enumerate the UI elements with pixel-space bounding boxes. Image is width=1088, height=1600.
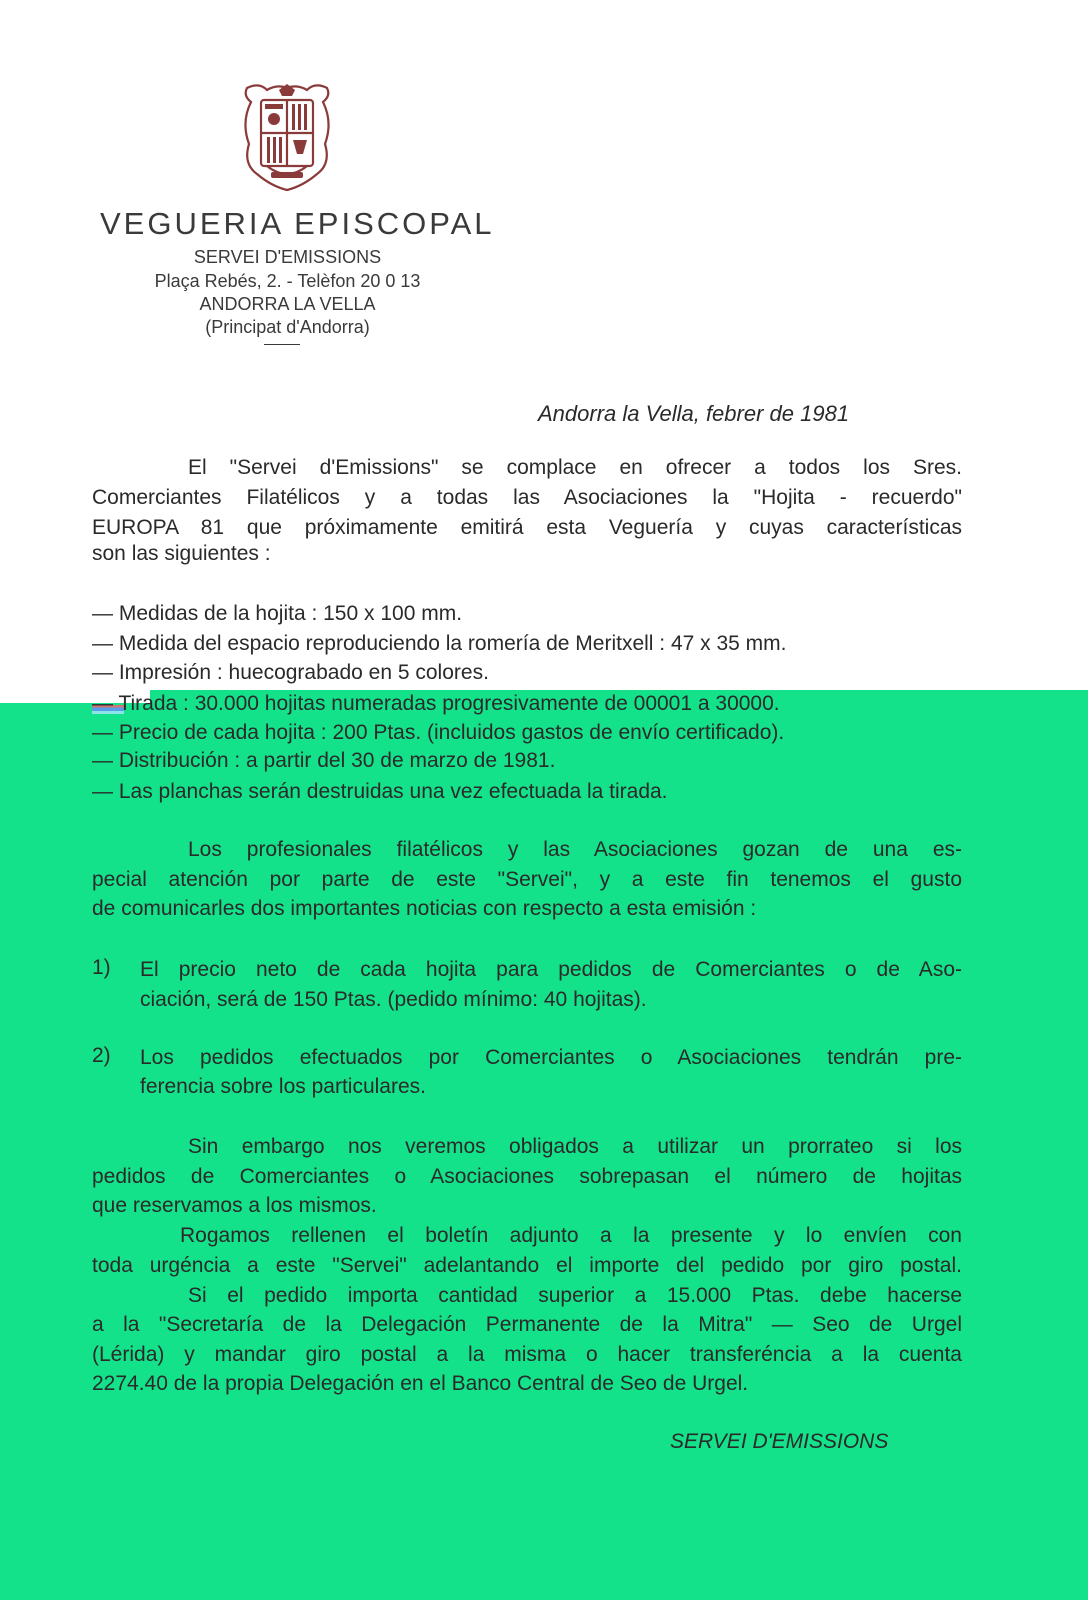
list-item: — Tirada : 30.000 hojitas numeradas progresivamente de 00001 a 30000. <box>92 692 780 715</box>
paragraph-line: Los profesionales filatélicos y las Asociaciones gozan de una es- <box>188 838 962 861</box>
item-line: ferencia sobre los particulares. <box>140 1075 426 1098</box>
letterhead-divider <box>264 344 300 345</box>
list-item: — Precio de cada hojita : 200 Ptas. (incluidos gastos de envío certificado). <box>92 721 785 744</box>
intro-line: El "Servei d'Emissions" se complace en ofrecer a todos los Sres. <box>188 456 962 479</box>
paragraph-line: que reservamos a los mismos. <box>92 1194 377 1217</box>
list-item: — Impresión : huecograbado en 5 colores. <box>92 661 489 684</box>
paragraph-line: 2274.40 de la propia Delegación en el Banco Central de Seo de Urgel. <box>92 1372 749 1395</box>
item-number: 2) <box>92 1044 111 1067</box>
item-line: ciación, será de 150 Ptas. (pedido mínimo: 40 hojitas). <box>140 988 647 1011</box>
organization-name: VEGUERIA EPISCOPAL <box>100 206 495 241</box>
paragraph-line: a la "Secretaría de la Delegación Permanente de la Mitra" — Seo de Urgel <box>92 1313 962 1336</box>
city-line: ANDORRA LA VELLA <box>199 294 376 314</box>
item-number: 1) <box>92 956 111 979</box>
paragraph-line: Rogamos rellenen el boletín adjunto a la presente y lo envíen con <box>180 1224 962 1247</box>
intro-line: EUROPA 81 que próximamente emitirá esta Veguería y cuyas características <box>92 516 962 539</box>
intro-line: Comerciantes Filatélicos y a todas las Asociaciones la "Hojita - recuerdo" <box>92 486 962 509</box>
paragraph-line: de comunicarles dos importantes noticias con respecto a esta emisión : <box>92 897 757 920</box>
list-item: — Medidas de la hojita : 150 x 100 mm. <box>92 602 463 625</box>
item-line: Los pedidos efectuados por Comerciantes o Asociaciones tendrán pre- <box>140 1046 962 1069</box>
letter-date: Andorra la Vella, febrer de 1981 <box>538 401 850 426</box>
paragraph-line: pedidos de Comerciantes o Asociaciones sobrepasan el número de hojitas <box>92 1165 962 1188</box>
item-line: El precio neto de cada hojita para pedidos de Comerciantes o de Aso- <box>140 958 962 981</box>
list-item: — Distribución : a partir del 30 de marzo de 1981. <box>92 749 556 772</box>
coat-of-arms-emblem <box>237 82 337 194</box>
signature: SERVEI D'EMISSIONS <box>670 1430 889 1453</box>
list-item: — Medida del espacio reproduciendo la romería de Meritxell : 47 x 35 mm. <box>92 632 787 655</box>
list-item: — Las planchas serán destruidas una vez efectuada la tirada. <box>92 780 668 803</box>
paragraph-line: pecial atención por parte de este "Servei", y a este fin tenemos el gusto <box>92 868 962 891</box>
paragraph-line: toda urgéncia a este "Servei" adelantando el importe del pedido por giro postal. <box>92 1254 962 1277</box>
paragraph-line: (Lérida) y mandar giro postal a la misma o hacer transferéncia a la cuenta <box>92 1343 962 1366</box>
paragraph-line: Si el pedido importa cantidad superior a 15.000 Ptas. debe hacerse <box>188 1284 962 1307</box>
paragraph-line: Sin embargo nos veremos obligados a utilizar un prorrateo si los <box>188 1135 962 1158</box>
country-line: (Principat d'Andorra) <box>205 317 370 337</box>
intro-line: son las siguientes : <box>92 542 271 565</box>
address-line: Plaça Rebés, 2. - Telèfon 20 0 13 <box>154 271 421 291</box>
department-name: SERVEI D'EMISSIONS <box>193 247 382 267</box>
